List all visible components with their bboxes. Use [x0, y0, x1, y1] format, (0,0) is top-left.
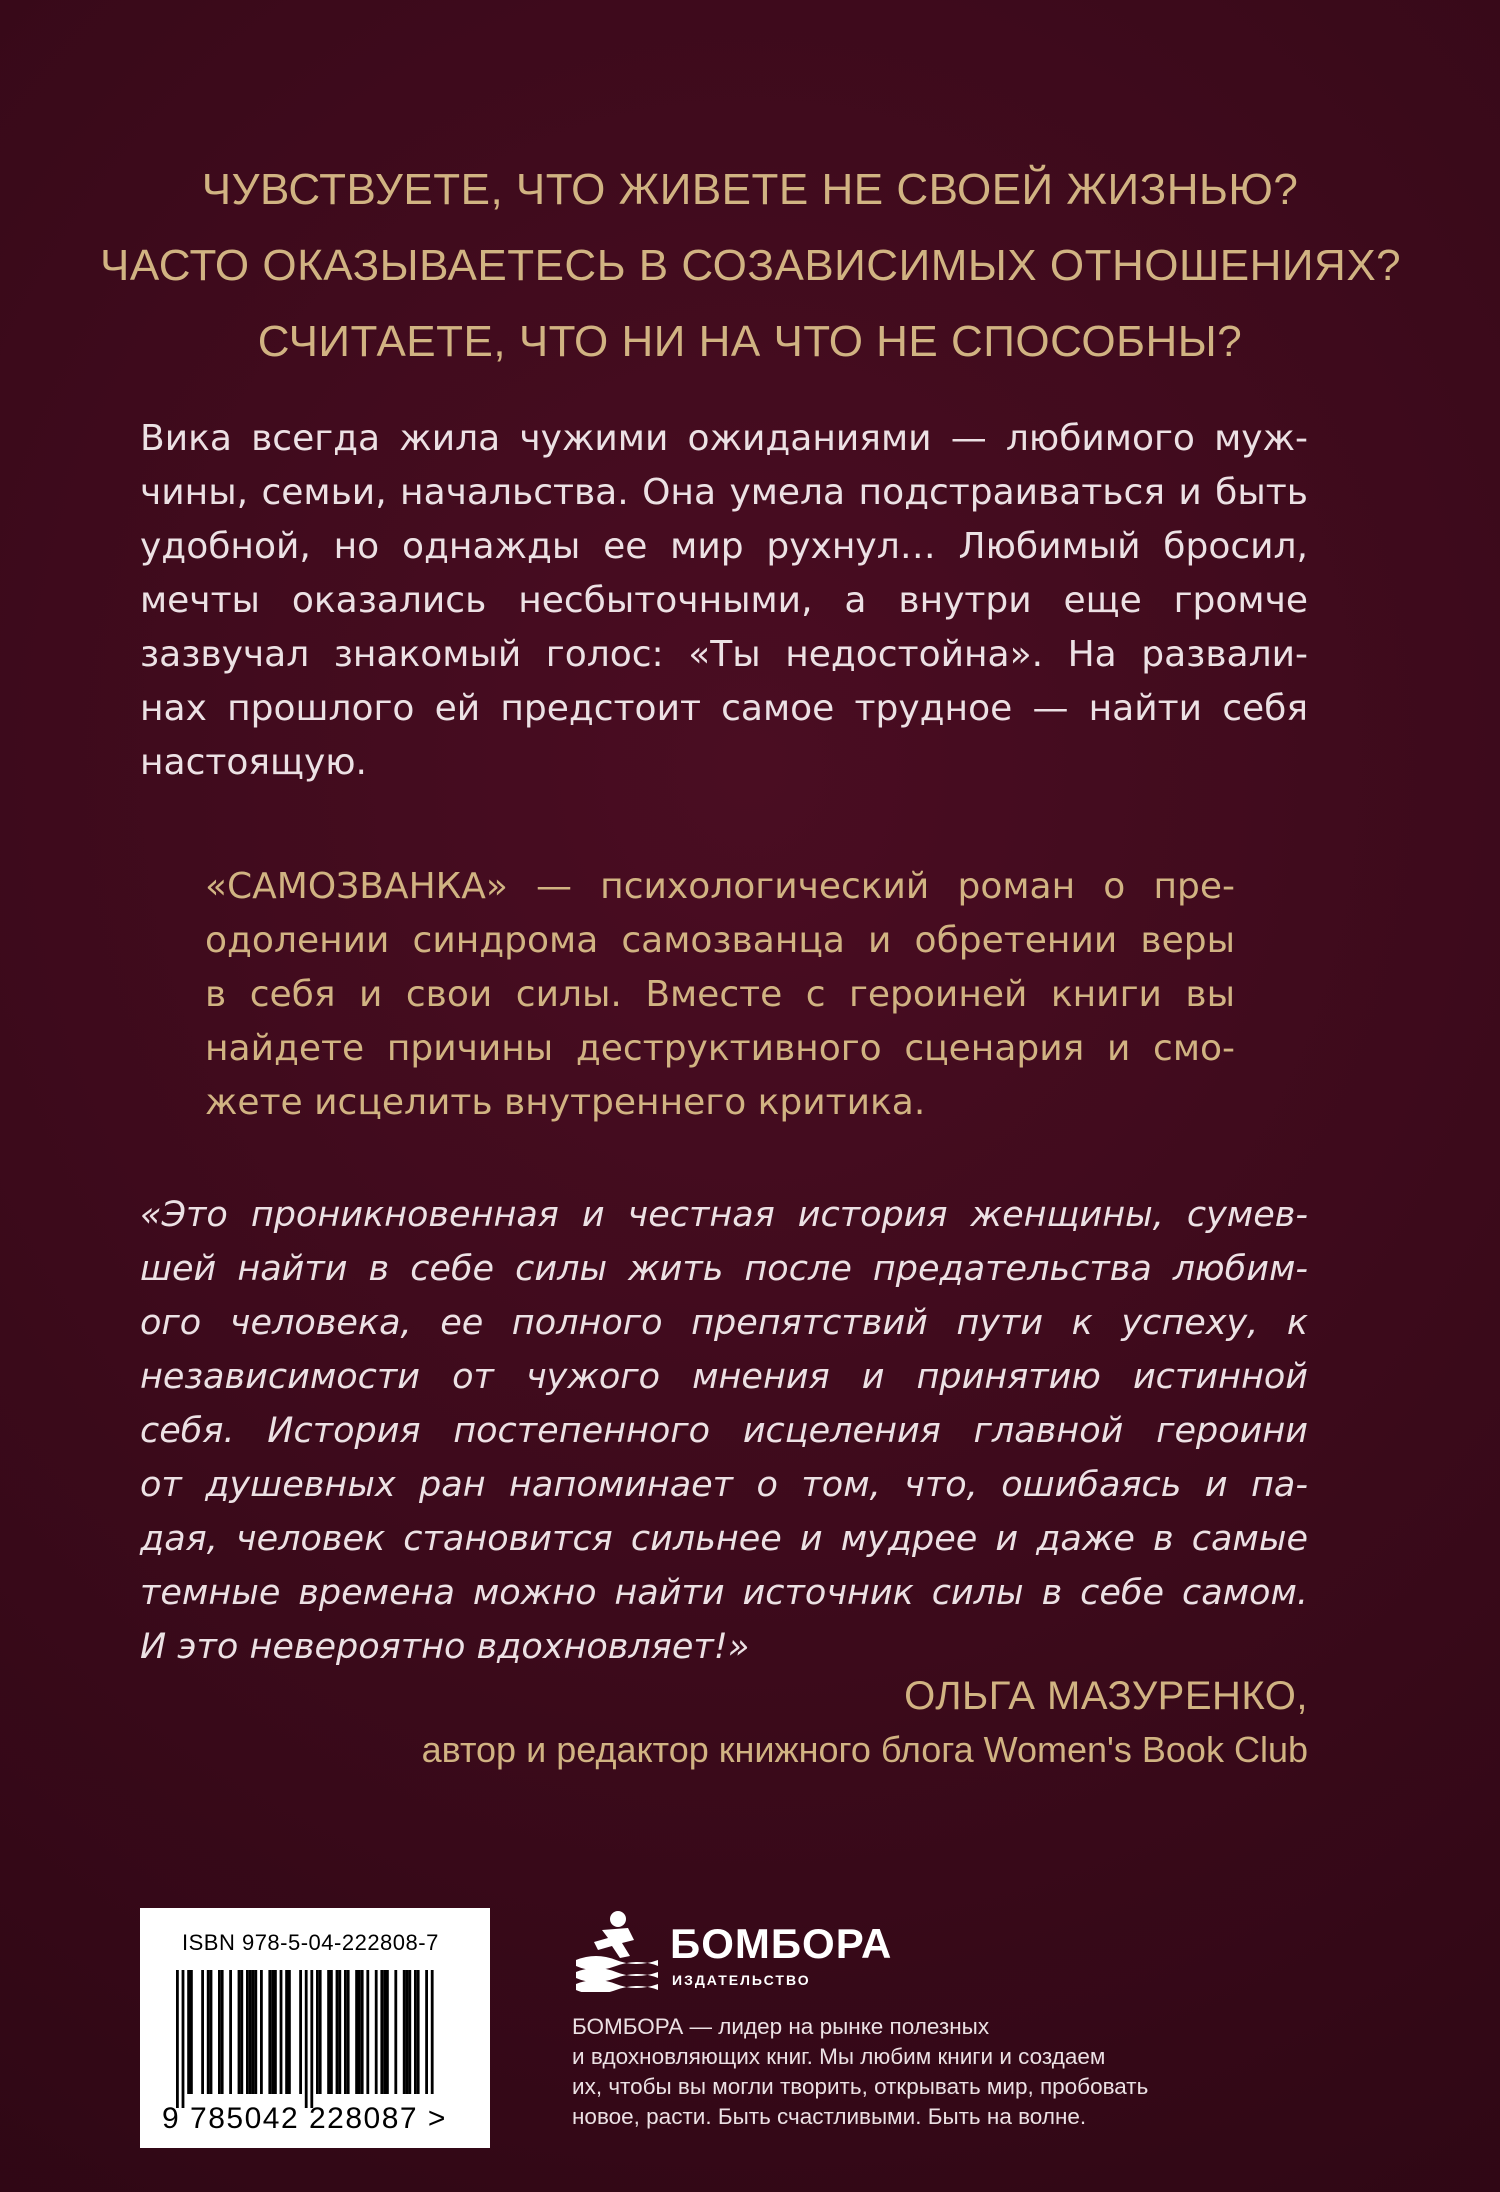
- synopsis-line: зазвучал знакомый голос: «Ты недостойна». На развали-: [140, 634, 1308, 675]
- tagline-line: ЧАСТО ОКАЗЫВАЕТЕСЬ В СОЗАВИСИМЫХ ОТНОШЕНИЯХ?: [100, 241, 1402, 290]
- barcode-bar: [310, 1970, 313, 2108]
- barcode-bar: [288, 1970, 291, 2094]
- barcode-bar: [207, 1970, 210, 2094]
- barcode-bar: [254, 1970, 257, 2094]
- tagline-line: ЧУВСТВУЕТЕ, ЧТО ЖИВЕТЕ НЕ СВОЕЙ ЖИЗНЬЮ?: [201, 165, 1299, 214]
- review-line: «Это проникновенная и честная история женщины, сумев-: [140, 1195, 1308, 1235]
- barcode-bar: [316, 1970, 319, 2094]
- synopsis: [140, 412, 1308, 790]
- barcode-bar: [338, 1970, 341, 2094]
- description-line: одолении синдрома самозванца и обретении веры: [205, 920, 1235, 961]
- barcode-bar: [246, 1970, 249, 2094]
- publisher-subtitle: ИЗДАТЕЛЬСТВО: [672, 1972, 811, 1988]
- barcode-bar: [425, 1970, 428, 2094]
- barcode-bar: [417, 1970, 420, 2094]
- publisher-blurb-line: БОМБОРА — лидер на рынке полезных: [572, 2014, 990, 2039]
- barcode-bar: [347, 1970, 350, 2094]
- review-quote: [140, 1188, 1308, 1674]
- barcode-bar: [305, 1970, 308, 2108]
- review-line: независимости от чужого мнения и принятию истинной: [140, 1357, 1308, 1397]
- review-line: И это невероятно вдохновляет!»: [140, 1627, 750, 1667]
- barcode-bar: [386, 1970, 389, 2094]
- barcode-bar: [187, 1970, 190, 2094]
- barcode-digits: 9 785042 228087 >: [162, 2102, 447, 2135]
- barcode-bar: [380, 1970, 383, 2094]
- synopsis-line: настоящую.: [140, 742, 368, 783]
- barcode-bar: [431, 1970, 434, 2094]
- review-author: ОЛЬГА МАЗУРЕНКО,: [904, 1674, 1308, 1718]
- barcode-bar: [355, 1970, 358, 2094]
- barcode-bar: [408, 1970, 411, 2094]
- barcode-bar: [414, 1970, 417, 2094]
- tagline: [100, 152, 1400, 380]
- barcode-bar: [240, 1970, 243, 2094]
- barcode-bar: [210, 1970, 213, 2094]
- barcode-bar: [361, 1970, 364, 2094]
- barcode-bar: [406, 1970, 409, 2094]
- publisher-blurb-line: и вдохновляющих книг. Мы любим книги и создаем: [572, 2044, 1106, 2069]
- barcode-bar: [358, 1970, 361, 2094]
- barcode-bar: [221, 1970, 224, 2094]
- description-line: жете исцелить внутреннего критика.: [205, 1082, 926, 1123]
- barcode-bar: [299, 1970, 302, 2094]
- barcode-bar: [366, 1970, 369, 2094]
- isbn-number: ISBN 978-5-04-222808-7: [182, 1930, 439, 1955]
- review-line: себя. История постепенного исцеления главной героини: [140, 1411, 1308, 1451]
- barcode-bar: [344, 1970, 347, 2094]
- synopsis-line: чины, семьи, начальства. Она умела подстраиваться и быть: [140, 472, 1308, 513]
- isbn-barcode: [140, 1908, 490, 2148]
- barcode-bar: [327, 1970, 330, 2094]
- barcode-bar: [201, 1970, 204, 2094]
- review-attribution: [422, 1668, 1308, 1776]
- review-line: дая, человек становится сильнее и мудрее и даже в самые: [140, 1519, 1308, 1559]
- barcode-bar: [319, 1970, 322, 2094]
- barcode-bar: [394, 1970, 397, 2094]
- barcode-bar: [383, 1970, 386, 2094]
- barcode-bar: [229, 1970, 232, 2094]
- synopsis-line: мечты оказались несбыточными, а внутри еще громче: [140, 580, 1308, 621]
- publisher-name: БОМБОРА: [670, 1920, 893, 1967]
- barcode-bar: [274, 1970, 277, 2094]
- publisher-blurb-line: их, чтобы вы могли творить, открывать мир, пробовать: [572, 2074, 1149, 2099]
- tagline-line: СЧИТАЕТЕ, ЧТО НИ НА ЧТО НЕ СПОСОБНЫ?: [257, 317, 1243, 366]
- synopsis-line: нах прошлого ей предстоит самое трудное — найти себя: [140, 688, 1308, 729]
- barcode-bar: [218, 1970, 221, 2094]
- description-line: в себя и свои силы. Вместе с героиней книги вы: [205, 974, 1235, 1015]
- description-line: «САМОЗВАНКА» — психологический роман о пре-: [205, 866, 1235, 907]
- barcode-bar: [375, 1970, 378, 2094]
- synopsis-line: удобной, но однажды ее мир рухнул… Любимый бросил,: [140, 526, 1308, 567]
- publisher-blurb-line: новое, расти. Быть счастливыми. Быть на волне.: [572, 2104, 1087, 2129]
- barcode-bar: [182, 1970, 185, 2108]
- synopsis-line: Вика всегда жила чужими ожиданиями — любимого муж-: [140, 418, 1308, 459]
- book-description: [205, 860, 1235, 1130]
- review-line: темные времена можно найти источник силы в себе самом.: [140, 1573, 1308, 1613]
- publisher-blurb: [572, 2012, 1212, 2132]
- barcode-bar: [285, 1970, 288, 2094]
- barcode-bar: [280, 1970, 283, 2094]
- barcode-bar: [330, 1970, 333, 2094]
- review-line: ого человека, ее полного препятствий пути к успеху, к: [140, 1303, 1308, 1343]
- review-line: от душевных ран напоминает о том, что, ошибаясь и па-: [140, 1465, 1308, 1505]
- description-line: найдете причины деструктивного сценария и смо-: [205, 1028, 1235, 1069]
- review-author-role: автор и редактор книжного блога Women's Book Club: [421, 1729, 1308, 1770]
- review-line: шей найти в себе силы жить после предательства любим-: [140, 1249, 1308, 1289]
- barcode-bar: [252, 1970, 255, 2094]
- barcode-bar: [238, 1970, 241, 2094]
- barcode-bar: [190, 1970, 193, 2094]
- barcode-bar: [176, 1970, 179, 2108]
- barcode-bar: [336, 1970, 339, 2094]
- barcode-bar: [403, 1970, 406, 2094]
- barcode-bar: [260, 1970, 263, 2094]
- barcode-bar: [271, 1970, 274, 2094]
- surfer-logo-icon: [572, 1910, 662, 1992]
- barcode-bar: [268, 1970, 271, 2094]
- barcode-bar: [249, 1970, 252, 2094]
